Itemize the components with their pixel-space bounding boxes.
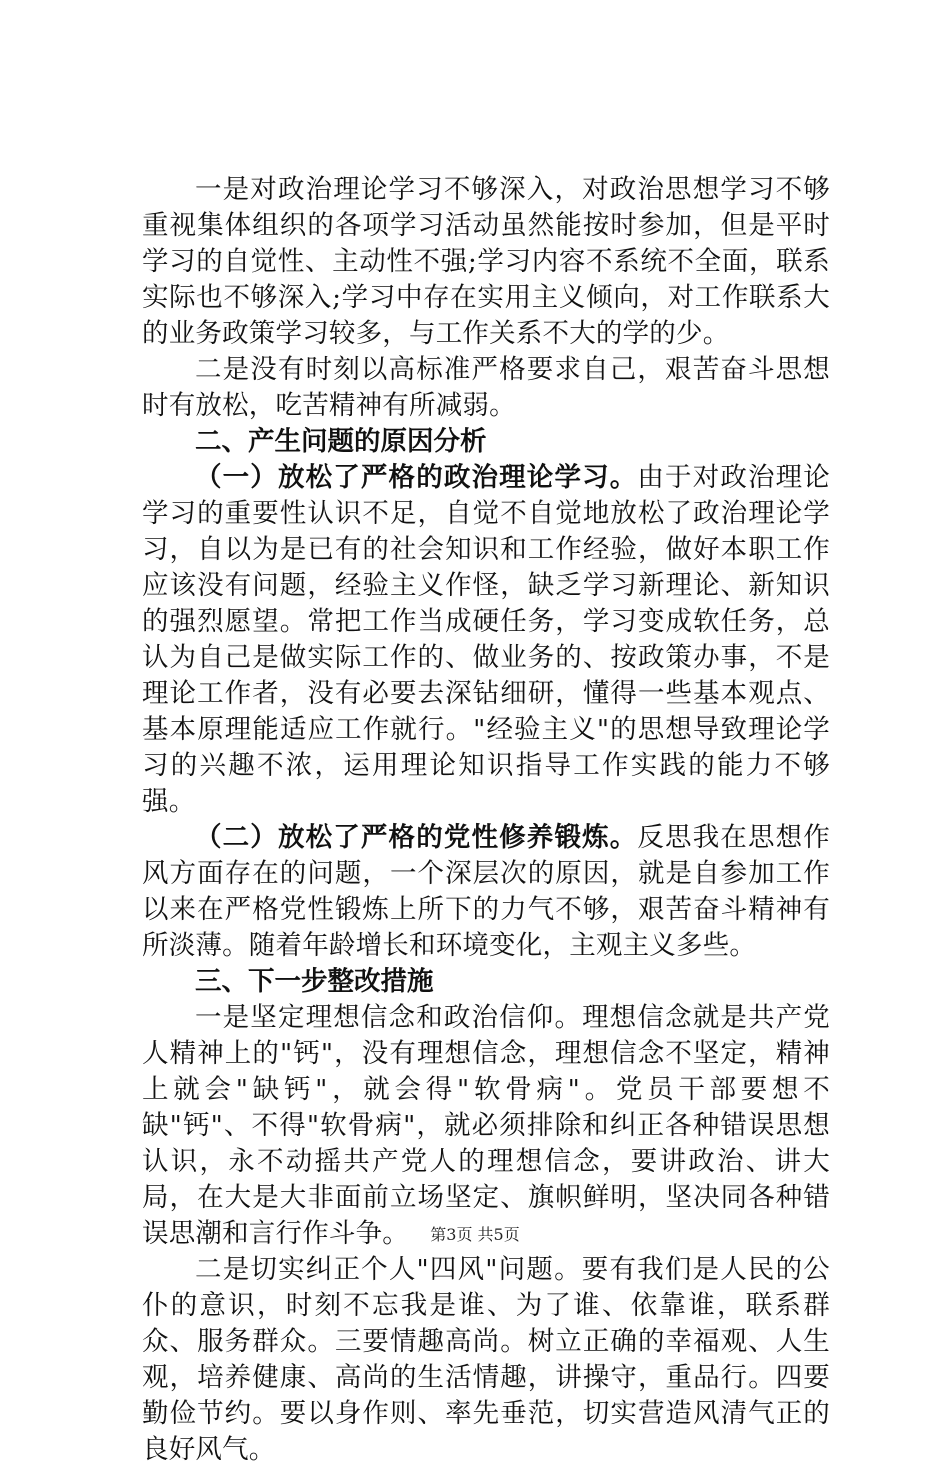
section-heading-2: 二、产生问题的原因分析: [195, 426, 487, 457]
page-footer: 第3页 共5页: [430, 1225, 520, 1244]
paragraph-6: 二是切实纠正个人"四风"问题。要有我们是人民的公仆的意识，时刻不忘我是谁、为了谁、依靠谁，联系群众、服务群众。三要情趣高尚。树立正确的幸福观、人生观，培养健康、高尚的生活情趣，讲操守，重品行。四要勤俭节约。要以身作则、率先垂范，切实营造风清气正的良好风气。: [142, 1254, 830, 1465]
paragraph-2: 二是没有时刻以高标准严格要求自己，艰苦奋斗思想时有放松，吃苦精神有所减弱。: [142, 354, 830, 421]
document-body: [142, 172, 830, 1468]
paragraph-3-lead: （一）放松了严格的政治理论学习。: [195, 462, 638, 493]
paragraph-3: [142, 460, 830, 820]
paragraph-1: 一是对政治理论学习不够深入，对政治思想学习不够重视集体组织的各项学习活动虽然能按时参加，但是平时学习的自觉性、主动性不强;学习内容不系统不全面，联系实际也不够深入;学习中存在实用主义倾向，对工作联系大的业务政策学习较多，与工作关系不大的学的少。: [142, 174, 830, 349]
paragraph-4-lead: （二）放松了严格的党性修养锻炼。: [195, 822, 638, 853]
paragraph-4-body: 反思我在思想作风方面存在的问题，一个深层次的原因，就是自参加工作以来在严格党性锻炼上所下的力气不够，艰苦奋斗精神有所淡薄。随着年龄增长和环境变化，主观主义多些。: [142, 822, 831, 961]
paragraph-3-body: 由于对政治理论学习的重要性认识不足，自觉不自觉地放松了政治理论学习，自以为是已有的社会知识和工作经验，做好本职工作应该没有问题，经验主义作怪，缺乏学习新理论、新知识的强烈愿望。常把工作当成硬任务，学习变成软任务，总认为自己是做实际工作的、做业务的、按政策办事，不是理论工作者，没有必要去深钻细研，懂得一些基本观点、基本原理能适应工作就行。"经验主义"的思想导致理论学习的兴趣不浓，运用理论知识指导工作实践的能力不够强。: [142, 462, 831, 817]
paragraph-5: 一是坚定理想信念和政治信仰。理想信念就是共产党人精神上的"钙"，没有理想信念，理想信念不坚定，精神上就会"缺钙"，就会得"软骨病"。党员干部要想不缺"钙"、不得"软骨病"，就必须排除和纠正各种错误思想认识，永不动摇共产党人的理想信念，要讲政治、讲大局，在大是大非面前立场坚定、旗帜鲜明，坚决同各种错误思潮和言行作斗争。: [142, 1002, 830, 1249]
section-heading-3: 三、下一步整改措施: [195, 966, 434, 997]
paragraph-4: [142, 820, 830, 964]
